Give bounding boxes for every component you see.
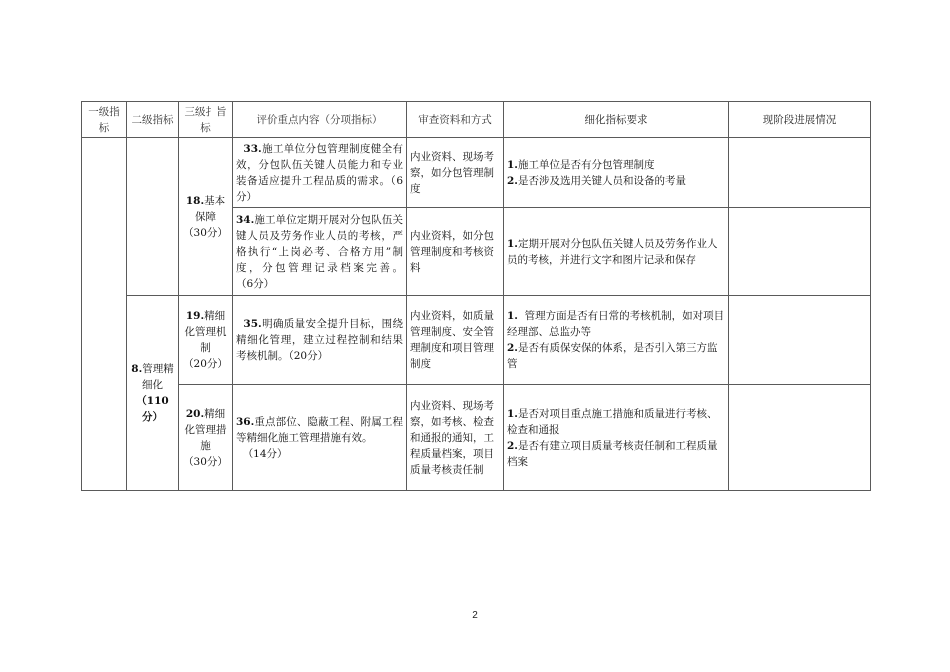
level3-cell [179,296,233,385]
progress-cell [729,385,871,491]
evaluation-table [81,101,871,491]
level3-score: （20分） [183,358,228,370]
eval-content-cell [233,138,407,208]
level2-cell [127,296,179,491]
item-content: 施工单位定期开展对分包队伍关键人员及劳务作业人员的考核，严格执行“上岗必考、合格方用”制度，分包管理记录档案完善。 [236,213,403,274]
level3-name: 基本保障 [195,194,226,223]
level3-name: 精细化管理机制 [184,310,227,354]
item-score: （14分） [242,447,288,460]
item-score: （20分） [288,350,329,362]
header-detail-requirements: 细化指标要求 [504,102,729,138]
header-level3: 三级扌旨标 [179,102,233,138]
level3-cell [179,138,233,296]
req-text: 是否对项目重点施工措施和质量进行考核、检查和通报 [507,407,718,436]
item-content: 重点部位、隐蔽工程、附属工程等精细化施工管理措施有效。 [236,415,403,444]
table-row [82,138,871,208]
req-text: 是否有建立项目质量考核责任制和工程质量档案 [507,439,718,468]
item-content: 明确质量安全提升目标，围绕精细化管理，建立过程控制和结果考核机制。 [236,318,403,362]
level2-cell-empty [127,138,179,296]
level2-score: （110分） [136,395,169,423]
req-number: 2. [507,174,518,187]
req-number: 2. [507,342,518,354]
requirements-cell [504,385,729,491]
requirements-cell [504,208,729,296]
level3-name: 精细化管理措施 [184,407,227,452]
header-progress: 现阶段进展情况 [729,102,871,138]
requirements-cell [504,138,729,208]
item-score: （6分） [236,174,403,203]
review-method-cell: 内业资料、现场考察，如考核、检查和通报的通知，工程质量档案，项目质量考核责任制 [407,385,504,491]
req-number: 2. [507,439,518,452]
level3-number: 19. [185,310,205,322]
req-number: 1. [507,407,518,420]
item-score: （6分） [236,277,275,290]
table-row [82,385,871,491]
header-level2: 二级指标 [127,102,179,138]
level3-number: 18. [185,194,205,207]
header-row [82,102,871,138]
level2-name: 管理精细化 [142,363,174,391]
item-number: 33. [243,142,262,155]
header-eval-content: 评价重点内容（分项指标） [233,102,407,138]
item-content: 施工单位分包管理制度健全有效，分包队伍关键人员能力和专业装备适应提升工程品质的需求。 [236,142,403,187]
level3-score: （30分） [183,455,228,468]
review-method-cell: 内业资料，如质量管理制度、安全管理制度和项目管理制度 [407,296,504,385]
req-number: 1. [507,158,518,171]
item-number: 35. [243,318,262,330]
review-method-cell: 内业资料、现场考察，如分包管理制度 [407,138,504,208]
table-row [82,296,871,385]
header-level1: 一级指标 [82,102,127,138]
requirements-cell [504,296,729,385]
level3-number: 20. [185,407,205,420]
progress-cell [729,208,871,296]
progress-cell [729,296,871,385]
header-review-method: 审查资料和方式 [407,102,504,138]
item-number: 36. [236,415,255,428]
req-text: 是否涉及选用关键人员和设备的考量 [517,174,686,187]
req-text: 施工单位是否有分包管理制度 [517,158,655,171]
req-text: 是否有质保安保的体系，是否引入第三方监管 [507,342,718,370]
review-method-cell: 内业资料，如分包管理制度和考核资料 [407,208,504,296]
req-number: 1. [507,310,518,322]
level1-cell [82,138,127,491]
req-text: 定期开展对分包队伍关键人员及劳务作业人员的考核，并进行文字和图片记录和保存 [507,237,718,266]
level3-score: （30分） [183,226,228,239]
eval-content-cell [233,208,407,296]
req-text: 管理方面是否有日常的考核机制，如对项目经理部、总监办等 [507,310,725,338]
item-number: 34. [236,213,255,226]
eval-content-cell [233,296,407,385]
page-number: 2 [472,610,478,621]
progress-cell [729,138,871,208]
req-number: 1. [507,237,518,250]
level2-number: 8. [131,363,143,375]
level3-cell [179,385,233,491]
eval-content-cell [233,385,407,491]
